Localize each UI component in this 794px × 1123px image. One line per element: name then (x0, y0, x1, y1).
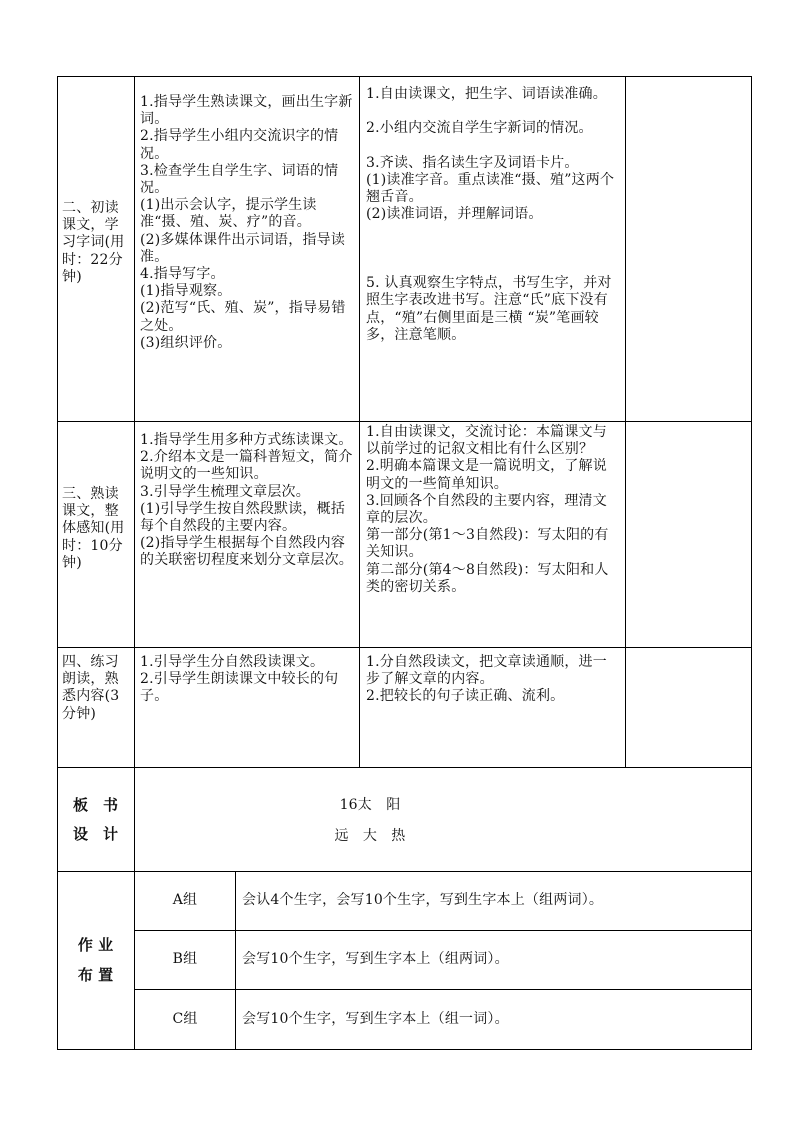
homework-content-c: 会写10个生字，写到生字本上（组一词）。 (242, 1011, 509, 1027)
stage-cell-2: 三、熟读课文，整体感知(用时：10分钟) (62, 486, 125, 571)
column-divider (359, 76, 360, 767)
stage-cell-3: 四、练习朗读，熟悉内容(3分钟) (62, 654, 120, 722)
board-label-line1: 板 书 (72, 796, 118, 814)
student-cell-2: 1.自由读课文，交流讨论：本篇课文与以前学过的记叙文相比有什么区别？ 2.明确本篇课文是一篇说明文，了解说明文的一些简单知识。 3.回顾各个自然段的主要内容，理清文章的层次。 第一部分(第1～3自然段)：写太阳的有关知识。 第二部分(第4～8自然段)：写太阳和人类的密切关系。 (366, 424, 609, 595)
homework-content-b: 会写10个生字，写到生字本上（组两词）。 (242, 951, 509, 967)
board-line-title: 16太 阳 (339, 797, 401, 813)
row-divider (57, 767, 752, 768)
teacher-cell-2: 1.指导学生用多种方式练读课文。 2.介绍本文是一篇科普短文，简介说明文的一些知识。 3.引导学生梳理文章层次。 (1)引导学生按自然段默读，概括每个自然段的主要内容。 (2)指导学生根据每个自然段内容的关联密切程度来划分文章层次。 (140, 432, 353, 569)
row-divider (57, 647, 752, 648)
homework-label-line1: 作 业 (77, 936, 114, 954)
teacher-cell-3: 1.引导学生分自然段读课文。 2.引导学生朗读课文中较长的句子。 (140, 654, 339, 705)
homework-group-c: C组 (172, 1011, 198, 1027)
homework-label-line2: 布 置 (77, 966, 114, 984)
column-divider (235, 871, 236, 1050)
row-divider (57, 871, 752, 872)
column-divider (625, 76, 626, 767)
row-divider (134, 930, 752, 931)
row-divider (134, 989, 752, 990)
board-line-keywords: 远 大 热 (334, 828, 406, 844)
student-cell-3: 1.分自然段读文，把文章读通顺，进一步了解文章的内容。 2.把较长的句子读正确、流利。 (366, 654, 607, 705)
student-cell-1: 1.自由读课文，把生字、词语读准确。 2.小组内交流自学生字新词的情况。 3.齐读、指名读生字及词语卡片。 (1)读准字音。重点读准“摄、殖”这两个翘舌音。 (2)读准词语，并理解词语。 5. 认真观察生字特点，书写生字，并对照生字表改进书写。注意“氏”底下没有点，“殖”右侧里面是三横 “炭”笔画较多，注意笔顺。 (366, 86, 615, 343)
homework-group-b: B组 (172, 951, 198, 967)
stage-cell-1: 二、初读课文，学习字词(用时：22分钟) (62, 200, 125, 285)
board-label-line2: 设 计 (72, 825, 118, 843)
teacher-cell-1: 1.指导学生熟读课文，画出生字新词。 2.指导学生小组内交流识字的情况。 3.检查学生自学生字、词语的情况。 (1)出示会认字，提示学生读准“摄、殖、炭、疗”的音。 (2)多媒体课件出示词语，指导读准。 4.指导写字。 (1)指导观察。 (2)范写“氏、殖、炭”，指导易错之处。 (3)组织评价。 (140, 94, 353, 351)
homework-group-a: A组 (172, 892, 198, 908)
homework-content-a: 会认4个生字，会写10个生字，写到生字本上（组两词）。 (242, 892, 604, 908)
row-divider (57, 421, 752, 422)
